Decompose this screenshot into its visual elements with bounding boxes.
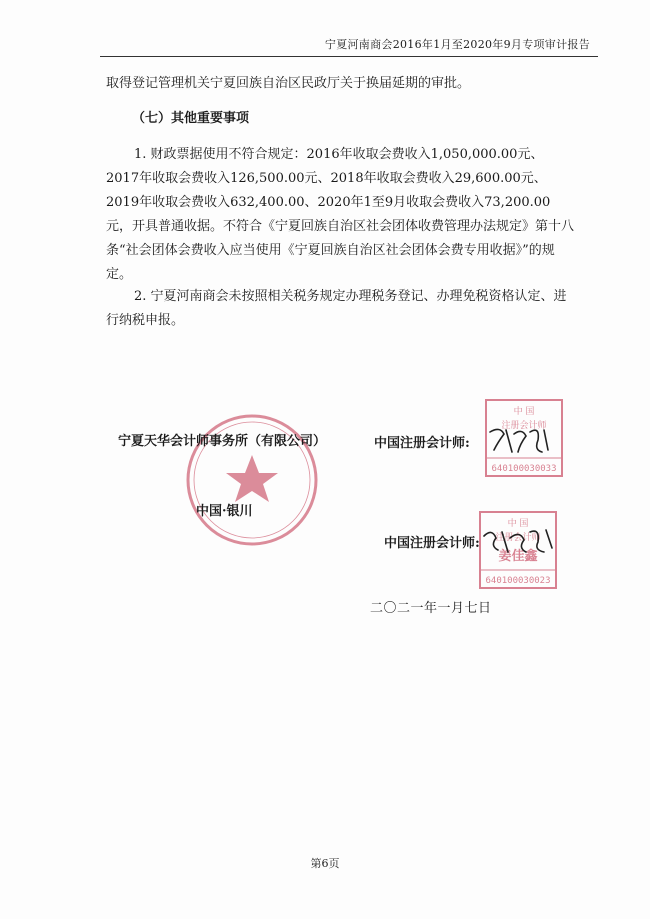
seal1-number: 640100030033 xyxy=(491,464,557,474)
seal2-name: 姜佳鑫 xyxy=(498,549,538,564)
firm-name: 宁夏天华会计师事务所（有限公司） xyxy=(118,434,327,449)
cpa-label-2: 中国注册会计师: xyxy=(384,536,480,551)
paragraph-item-1: 1. 财政票据使用不符合规定：2016年收取会费收入1,050,000.00元、2017年收取会费收入126,500.00元、2018年收取会费收入29,600.00元、2019年收取会费收入632,400.00、2020年1至9月收取会费收入73,200.00元，开具普通收据。不符合《宁夏回族自治区社会团体收费管理办法规定》第十八条“社会团体会费收入应当使用《宁夏回族自治区社会团体会费专用收据》”的规定。 xyxy=(106,147,575,282)
cpa-signature-1 xyxy=(486,422,556,458)
report-date: 二〇二一年一月七日 xyxy=(370,601,492,616)
seal2-line2: 注册会计师 xyxy=(495,533,541,543)
seal1-line2: 注册会计师 xyxy=(501,421,547,431)
firm-location: 中国·银川 xyxy=(196,504,253,519)
seal2-number: 640100030023 xyxy=(485,576,551,586)
cpa-label-1: 中国注册会计师: xyxy=(374,436,470,451)
section-heading-other-matters: （七）其他重要事项 xyxy=(132,111,250,126)
page-number: 第6页 xyxy=(310,857,340,870)
seal1-line1: 中 国 xyxy=(513,407,535,417)
paragraph-item-2: 2. 宁夏河南商会未按照相关税务规定办理税务登记、办理免税资格认定、进行纳税申报。 xyxy=(106,289,567,328)
report-header: 宁夏河南商会2016年1月至2020年9月专项审计报告 xyxy=(324,38,590,51)
header-divider xyxy=(100,56,598,57)
paragraph-continuation: 取得登记管理机关宁夏回族自治区民政厅关于换届延期的审批。 xyxy=(106,76,471,91)
seal2-line1: 中 国 xyxy=(507,519,529,529)
cpa-signature-2 xyxy=(480,522,560,558)
